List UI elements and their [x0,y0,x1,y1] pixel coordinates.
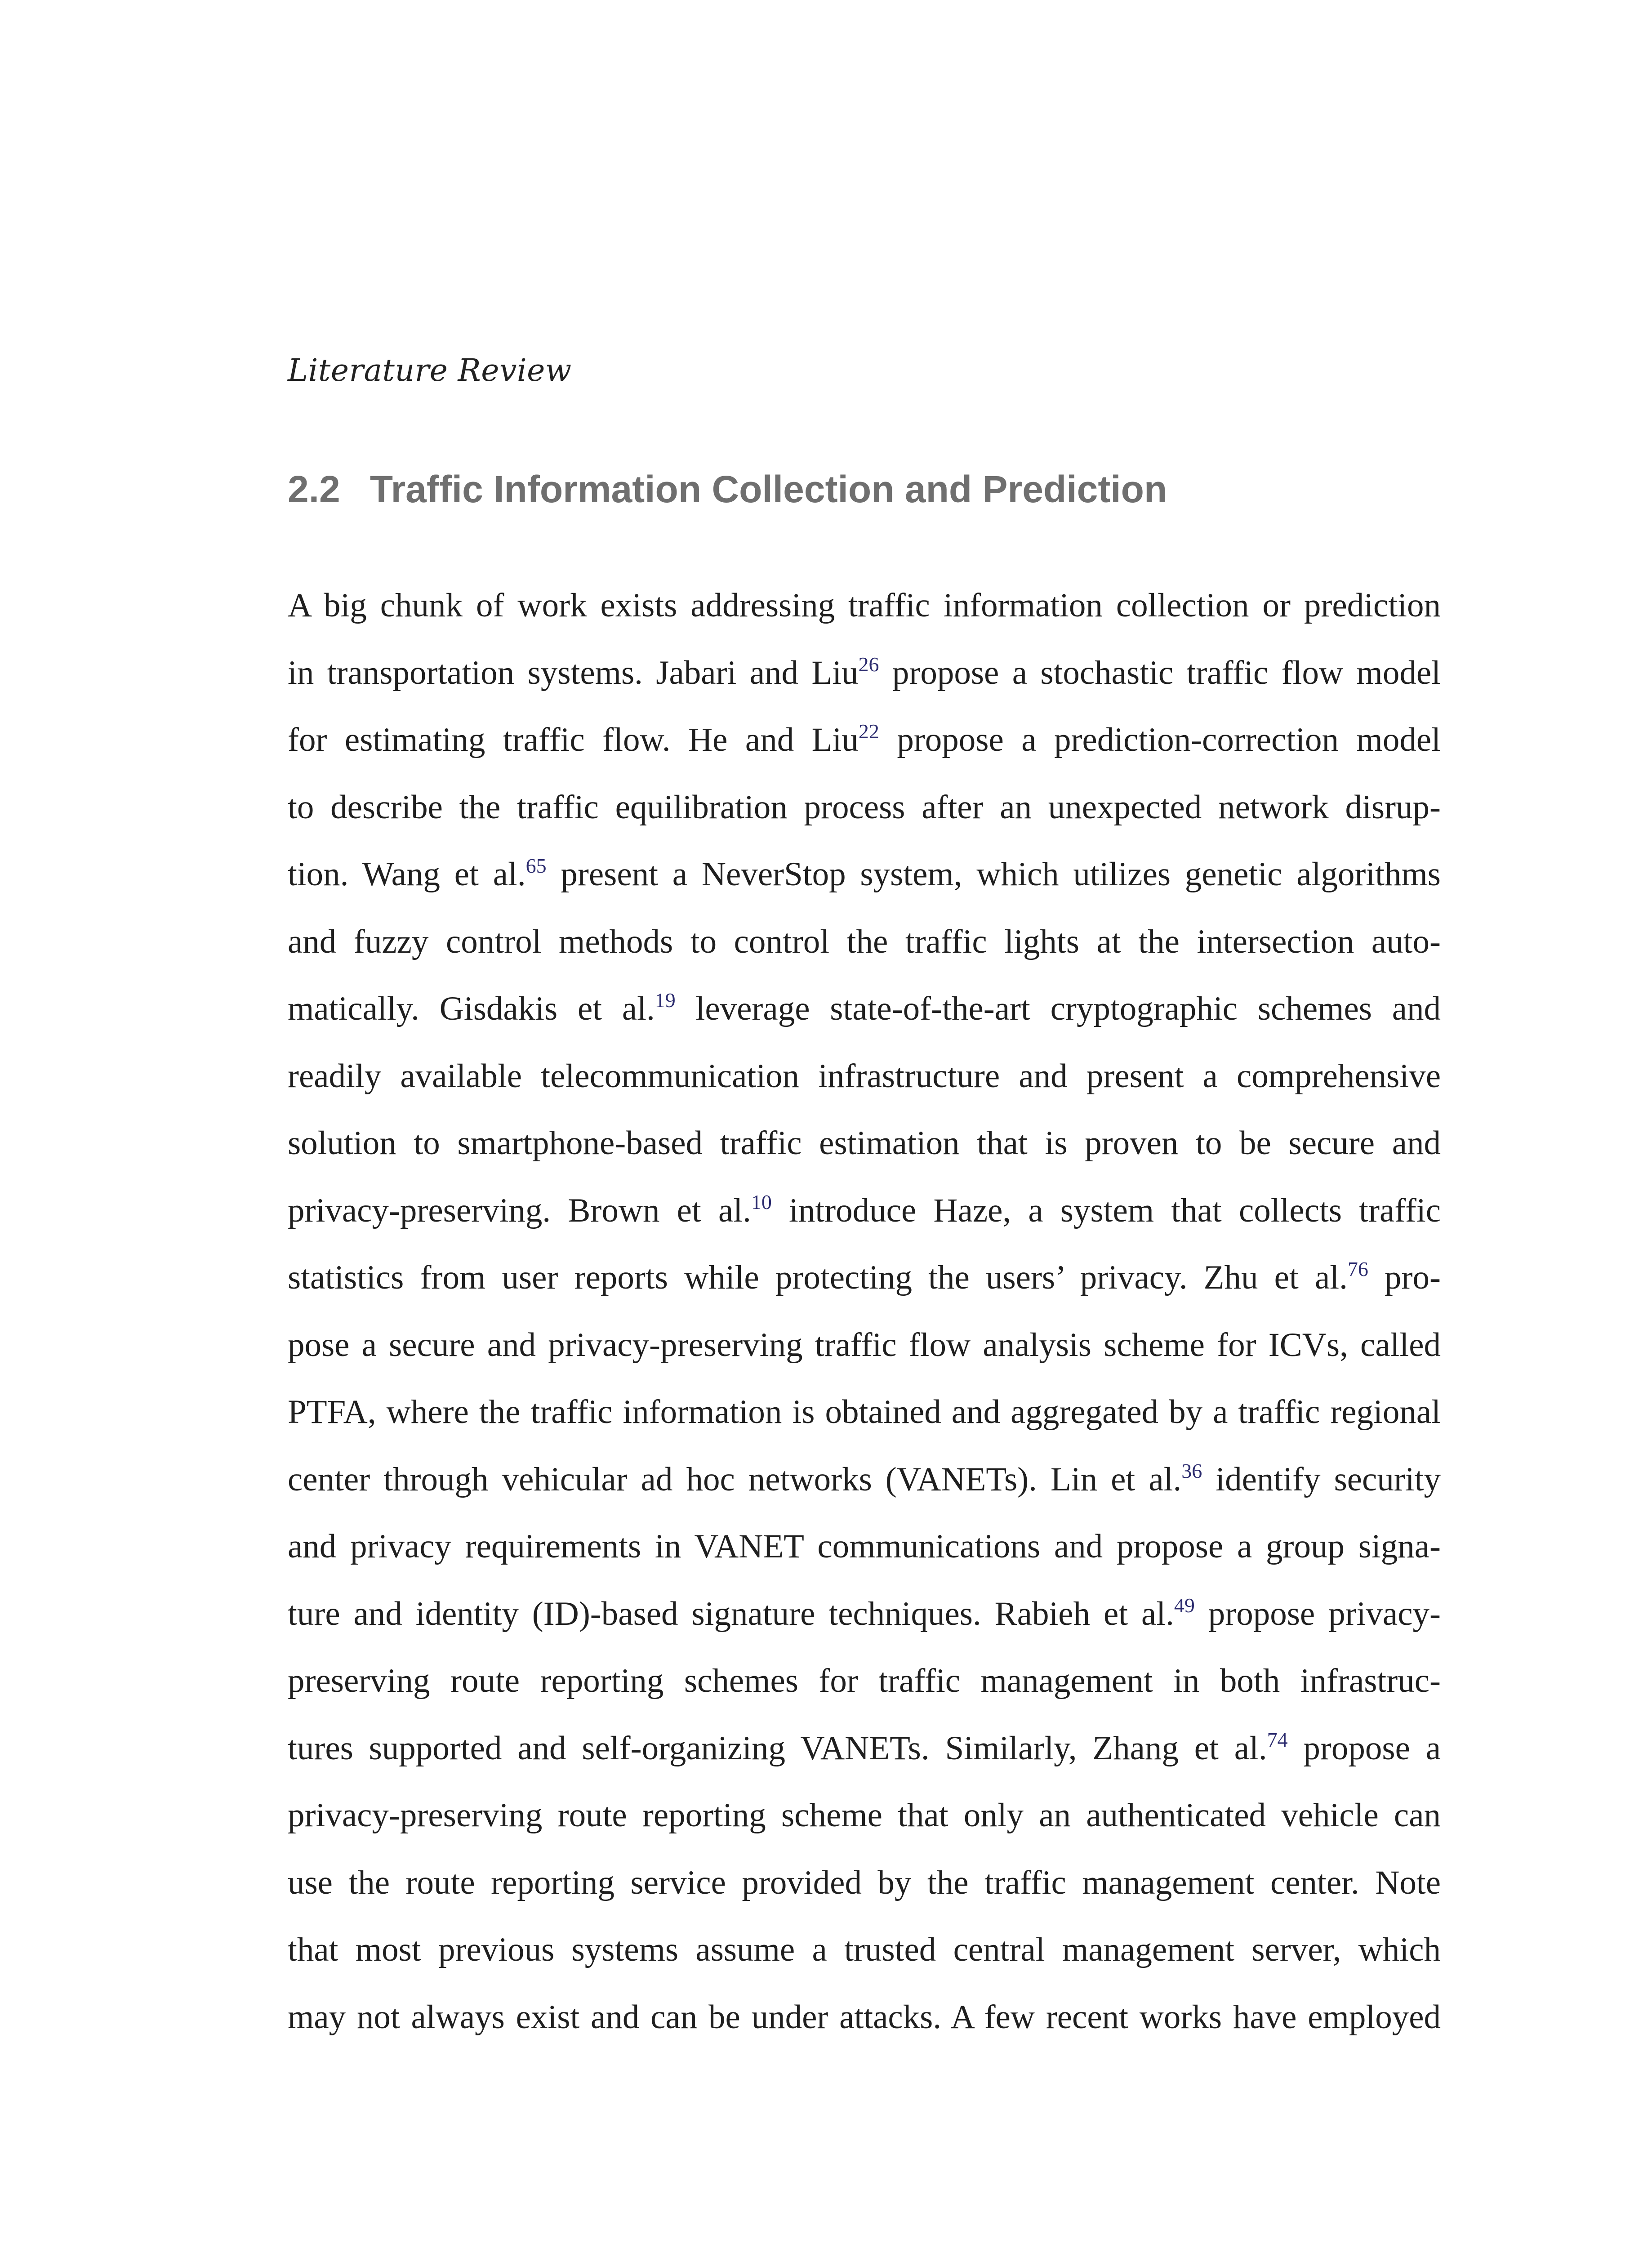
paragraph-line [288,1244,1441,1311]
text-run: readily available telecommunication infrastructure and present a comprehensive [288,1057,1441,1095]
citation-link[interactable]: 36 [1181,1459,1202,1482]
text-run: in transportation systems. Jabari and Liu [288,654,859,691]
citation-link[interactable]: 19 [655,989,676,1012]
text-run: ture and identity (ID)-based signature techniques. Rabieh et al. [288,1595,1174,1632]
paragraph-line [288,774,1441,841]
paragraph-line [288,1715,1441,1782]
paragraph-line [288,1849,1441,1917]
paragraph-line [288,1513,1441,1580]
section-number: 2.2 [288,468,340,510]
text-run: preserving route reporting schemes for traffic management in both infrastruc- [288,1662,1441,1699]
text-run: introduce Haze, a system that collects traffic [771,1191,1441,1229]
text-run: and privacy requirements in VANET communications and propose a group signa- [288,1528,1441,1565]
paragraph-line [288,639,1441,707]
text-run: propose a [1287,1729,1441,1767]
paragraph-line [288,841,1441,908]
text-run: present a NeverStop system, which utilizes genetic algorithms [546,856,1441,893]
paragraph-line [288,1446,1441,1513]
paragraph-line [288,975,1441,1043]
text-run: pose a secure and privacy-preserving traffic flow analysis scheme for ICVs, called [288,1326,1441,1364]
section-title: Traffic Information Collection and Prediction [370,468,1167,510]
text-run: pro- [1368,1259,1441,1296]
text-run: propose a prediction-correction model [879,721,1441,758]
citation-link[interactable]: 76 [1347,1258,1368,1280]
citation-link[interactable]: 26 [858,652,879,676]
text-run: to describe the traffic equilibration process after an unexpected network disrup- [288,788,1441,826]
text-run: that most previous systems assume a trusted central management server, which [288,1931,1441,1968]
text-run: propose a stochastic traffic flow model [879,654,1441,691]
text-run: may not always exist and can be under attacks. A few recent works have employed [288,1998,1441,2036]
body-paragraph [288,572,1441,2051]
text-run: tion. Wang et al. [288,856,526,893]
paragraph-line [288,1043,1441,1110]
text-run: propose privacy- [1194,1595,1441,1632]
text-run: tures supported and self-organizing VANETs. Similarly, Zhang et al. [288,1729,1267,1767]
text-run: and fuzzy control methods to control the traffic lights at the intersection auto- [288,923,1441,960]
citation-link[interactable]: 74 [1267,1728,1288,1751]
paragraph-line [288,1580,1441,1648]
text-run: statistics from user reports while protecting the users’ privacy. Zhu et al. [288,1259,1348,1296]
paragraph-line [288,1378,1441,1446]
text-run: matically. Gisdakis et al. [288,990,655,1027]
paragraph-line [288,1782,1441,1849]
paragraph-line [288,1916,1441,1984]
text-run: for estimating traffic flow. He and Liu [288,721,859,758]
paragraph-line [288,1984,1441,2051]
citation-link[interactable]: 65 [525,854,547,877]
paragraph-line [288,1647,1441,1715]
paragraph-line [288,908,1441,976]
paragraph-line [288,1110,1441,1177]
text-run: privacy-preserving route reporting scheme that only an authenticated vehicle can [288,1797,1441,1834]
paragraph-line [288,1177,1441,1244]
text-run: center through vehicular ad hoc networks (VANETs). Lin et al. [288,1460,1182,1498]
citation-link[interactable]: 22 [858,720,879,743]
text-run: identify security [1202,1460,1441,1498]
text-run: solution to smartphone-based traffic estimation that is proven to be secure and [288,1124,1441,1162]
running-header: Literature Review [288,353,572,388]
text-run: use the route reporting service provided by the traffic management center. Note [288,1864,1441,1901]
section-heading [288,468,1167,511]
paragraph-line [288,572,1441,639]
citation-link[interactable]: 49 [1174,1593,1195,1617]
paragraph-line [288,1311,1441,1379]
paragraph-line [288,706,1441,774]
text-run: PTFA, where the traffic information is obtained and aggregated by a traffic regional [288,1393,1441,1431]
text-run: leverage state-of-the-art cryptographic schemes and [675,990,1441,1027]
text-run: A big chunk of work exists addressing traffic information collection or prediction [288,587,1441,624]
citation-link[interactable]: 10 [751,1190,772,1213]
text-run: privacy-preserving. Brown et al. [288,1191,751,1229]
